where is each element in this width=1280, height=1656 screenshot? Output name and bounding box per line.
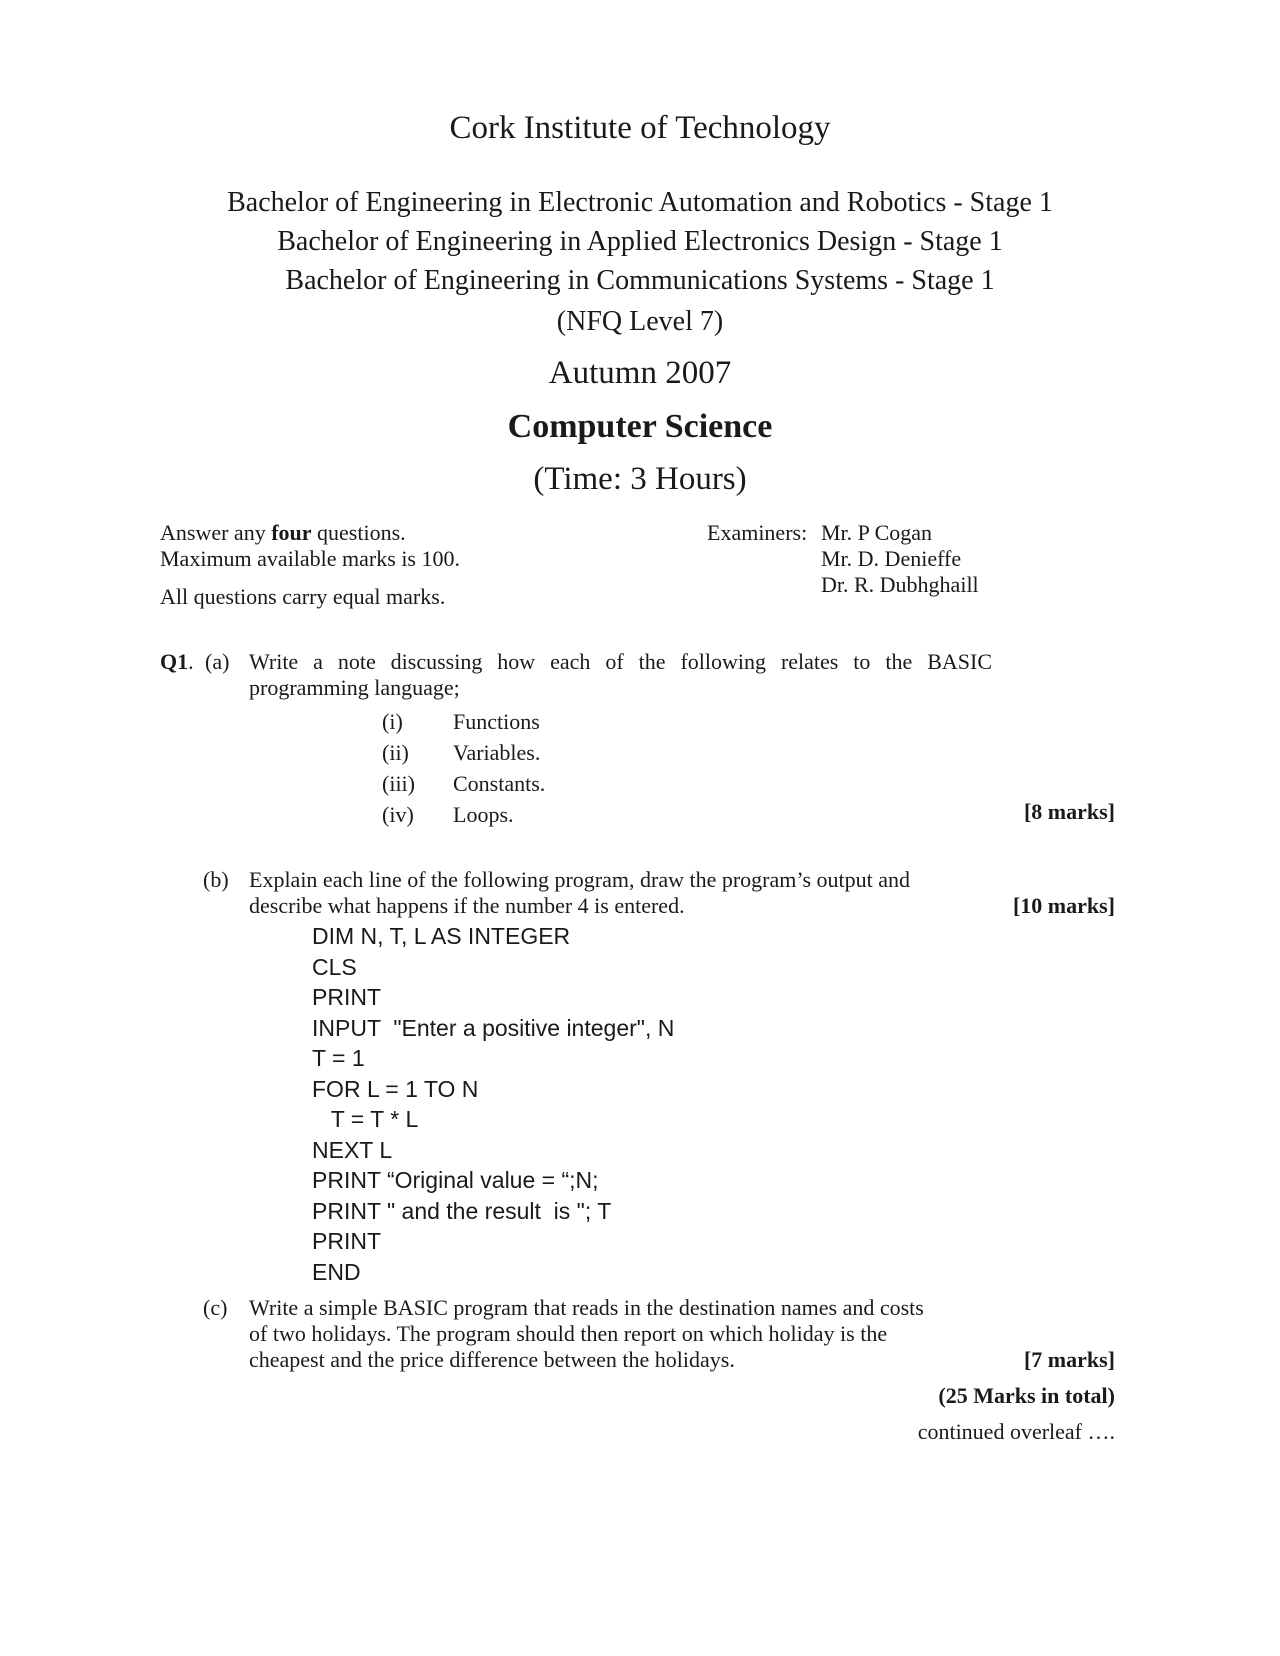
- code-line: PRINT " and the result is "; T: [312, 1197, 612, 1224]
- part-c-line-1: Write a simple BASIC program that reads in the destination names and costs: [249, 1295, 924, 1320]
- item-number: (i): [382, 709, 403, 734]
- part-b-label: (b): [203, 867, 229, 892]
- code-line: PRINT: [312, 1228, 381, 1254]
- examiners-label: Examiners:: [707, 520, 808, 545]
- part-c-marks: [7 marks]: [1023, 1347, 1115, 1372]
- code-line: END: [312, 1258, 361, 1285]
- programme-line: Bachelor of Engineering in Applied Electronics Design - Stage 1: [277, 226, 1003, 257]
- programme-line: Bachelor of Engineering in Communications Systems - Stage 1: [285, 265, 995, 296]
- exam-term: Autumn 2007: [548, 355, 732, 391]
- item-number: (iv): [382, 802, 414, 827]
- code-line: DIM N, T, L AS INTEGER: [312, 923, 571, 949]
- basic-program-listing: [312, 921, 674, 1287]
- max-marks-note: Maximum available marks is 100.: [160, 546, 460, 571]
- exam-duration: (Time: 3 Hours): [533, 461, 747, 497]
- answer-instruction: Answer any four questions.: [160, 520, 406, 545]
- continued-overleaf: continued overleaf ….: [917, 1419, 1115, 1444]
- code-line: T = T * L: [312, 1106, 419, 1132]
- part-a-item-numbers: [382, 706, 415, 830]
- part-c-label: (c): [203, 1295, 228, 1320]
- item-text: Functions: [453, 709, 540, 734]
- part-b-marks: [10 marks]: [1012, 893, 1115, 918]
- question-number: Q1.: [160, 649, 194, 674]
- part-b-line-2: describe what happens if the number 4 is entered.: [249, 893, 685, 918]
- part-c-line-3: cheapest and the price difference between the holidays.: [249, 1347, 735, 1372]
- code-line: NEXT L: [312, 1136, 393, 1163]
- code-line: FOR L = 1 TO N: [312, 1075, 479, 1102]
- examiner-name: Mr. P Cogan: [821, 520, 933, 545]
- item-text: Constants.: [453, 771, 546, 796]
- examiner-name: Dr. R. Dubhghaill: [821, 572, 979, 597]
- programme-line: Bachelor of Engineering in Electronic Automation and Robotics - Stage 1: [227, 187, 1053, 218]
- item-text: Variables.: [453, 740, 541, 765]
- item-text: Loops.: [453, 802, 514, 827]
- programme-list: [0, 183, 1280, 300]
- part-a-text: Write a note discussing how each of the following relates to the BASIC programming language;: [249, 649, 992, 700]
- exam-subject: Computer Science: [507, 408, 773, 445]
- part-a-label: (a): [205, 649, 230, 674]
- examiner-name: Mr. D. Denieffe: [821, 546, 962, 571]
- part-b-line-1: Explain each line of the following program, draw the program’s output and: [249, 867, 911, 892]
- item-number: (ii): [382, 740, 409, 765]
- institute-title: Cork Institute of Technology: [449, 110, 831, 146]
- code-line: INPUT "Enter a positive integer", N: [312, 1014, 675, 1041]
- equal-marks-note: All questions carry equal marks.: [160, 584, 446, 609]
- item-number: (iii): [382, 771, 415, 796]
- code-line: T = 1: [312, 1045, 365, 1071]
- code-line: PRINT “Original value = “;N;: [312, 1167, 599, 1193]
- examiners-list: [821, 520, 979, 598]
- nfq-level: (NFQ Level 7): [556, 306, 724, 337]
- part-a-marks: [8 marks]: [1023, 799, 1115, 824]
- part-a-item-texts: [453, 706, 545, 830]
- code-line: CLS: [312, 953, 357, 980]
- question-total-marks: (25 Marks in total): [938, 1383, 1115, 1408]
- instructions: [160, 520, 460, 610]
- code-line: PRINT: [312, 984, 381, 1010]
- part-c-line-2: of two holidays. The program should then report on which holiday is the: [249, 1321, 888, 1346]
